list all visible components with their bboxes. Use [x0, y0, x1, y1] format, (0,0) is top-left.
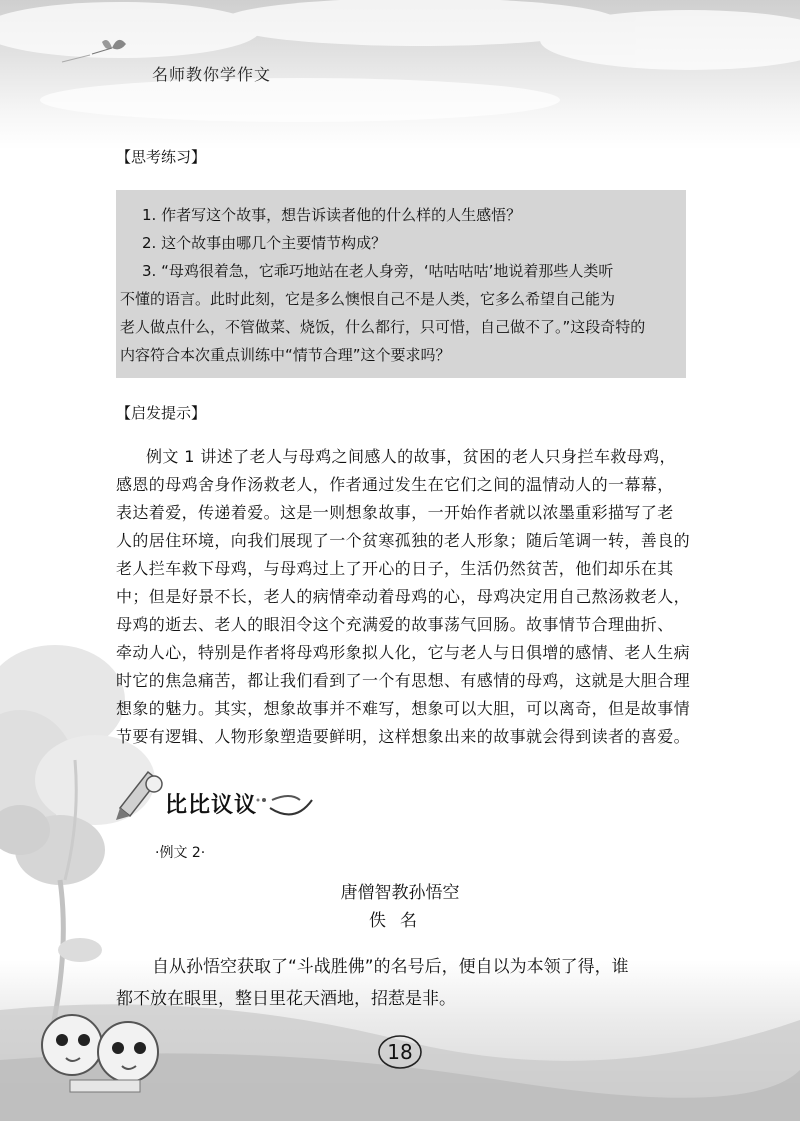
question-line: 不懂的语言。此时此刻，它是多么懊恨自己不是人类，它多么希望自己能为: [120, 290, 616, 308]
hint-line: 母鸡的逝去、老人的眼泪令这个充满爱的故事荡气回肠。故事情节合理曲折、: [116, 615, 674, 634]
hint-line: 表达着爱，传递着爱。这是一则想象故事，一开始作者就以浓墨重彩描写了老: [116, 503, 674, 522]
hint-line: 感恩的母鸡舍身作汤救老人，作者通过发生在它们之间的温情动人的一幕幕，: [116, 475, 674, 494]
compare-heading: 比比议议: [165, 793, 258, 818]
story-line: 自从孙悟空获取了“斗战胜佛”的名号后，便自以为本领了得，谁: [152, 957, 629, 977]
header-title: 名师教你学作文: [152, 65, 272, 84]
hints-label: 【启发提示】: [116, 404, 207, 422]
hint-line: 人的居住环境，向我们展现了一个贫寒孤独的老人形象；随后笔调一转，善良的: [116, 531, 691, 550]
example-label: ·例文 2·: [155, 845, 206, 861]
hint-line: 例文 1 讲述了老人与母鸡之间感人的故事，贫困的老人只身拦车救母鸡，: [146, 447, 676, 466]
story-title: 唐僧智教孙悟空: [340, 883, 460, 903]
question-line: 1. 作者写这个故事，想告诉读者他的什么样的人生感悟？: [142, 206, 522, 224]
heading-arrow-decoration: [257, 796, 313, 814]
story-author: 佚名: [369, 911, 431, 931]
question-line: 内容符合本次重点训练中“情节合理”这个要求吗？: [120, 346, 451, 364]
hint-line: 牵动人心，特别是作者将母鸡形象拟人化，它与老人与日俱增的感情、老人生病: [116, 643, 691, 662]
question-line: 3. “母鸡很着急，它乖巧地站在老人身旁，‘咕咕咕咕’地说着那些人类听: [142, 262, 614, 280]
hint-line: 节要有逻辑、人物形象塑造要鲜明，这样想象出来的故事就会得到读者的喜爱。: [116, 727, 691, 746]
hint-line: 中；但是好景不长，老人的病情牵动着母鸡的心，母鸡决定用自己熬汤救老人，: [116, 587, 691, 606]
story-line: 都不放在眼里，整日里花天酒地，招惹是非。: [116, 989, 456, 1009]
practice-label: 【思考练习】: [116, 148, 207, 166]
page-number: 18: [387, 1040, 413, 1064]
hint-line: 时它的焦急痛苦，都让我们看到了一个有思想、有感情的母鸡，这就是大胆合理: [116, 671, 691, 690]
hint-line: 想象的魅力。其实，想象故事并不难写，想象可以大胆，可以离奇，但是故事情: [116, 699, 691, 718]
question-line: 2. 这个故事由哪几个主要情节构成？: [142, 234, 387, 252]
question-line: 老人做点什么，不管做菜、烧饭，什么都行，只可惜，自己做不了。”这段奇特的: [120, 318, 646, 336]
hint-line: 老人拦车救下母鸡，与母鸡过上了开心的日子，生活仍然贫苦，他们却乐在其: [116, 559, 674, 578]
